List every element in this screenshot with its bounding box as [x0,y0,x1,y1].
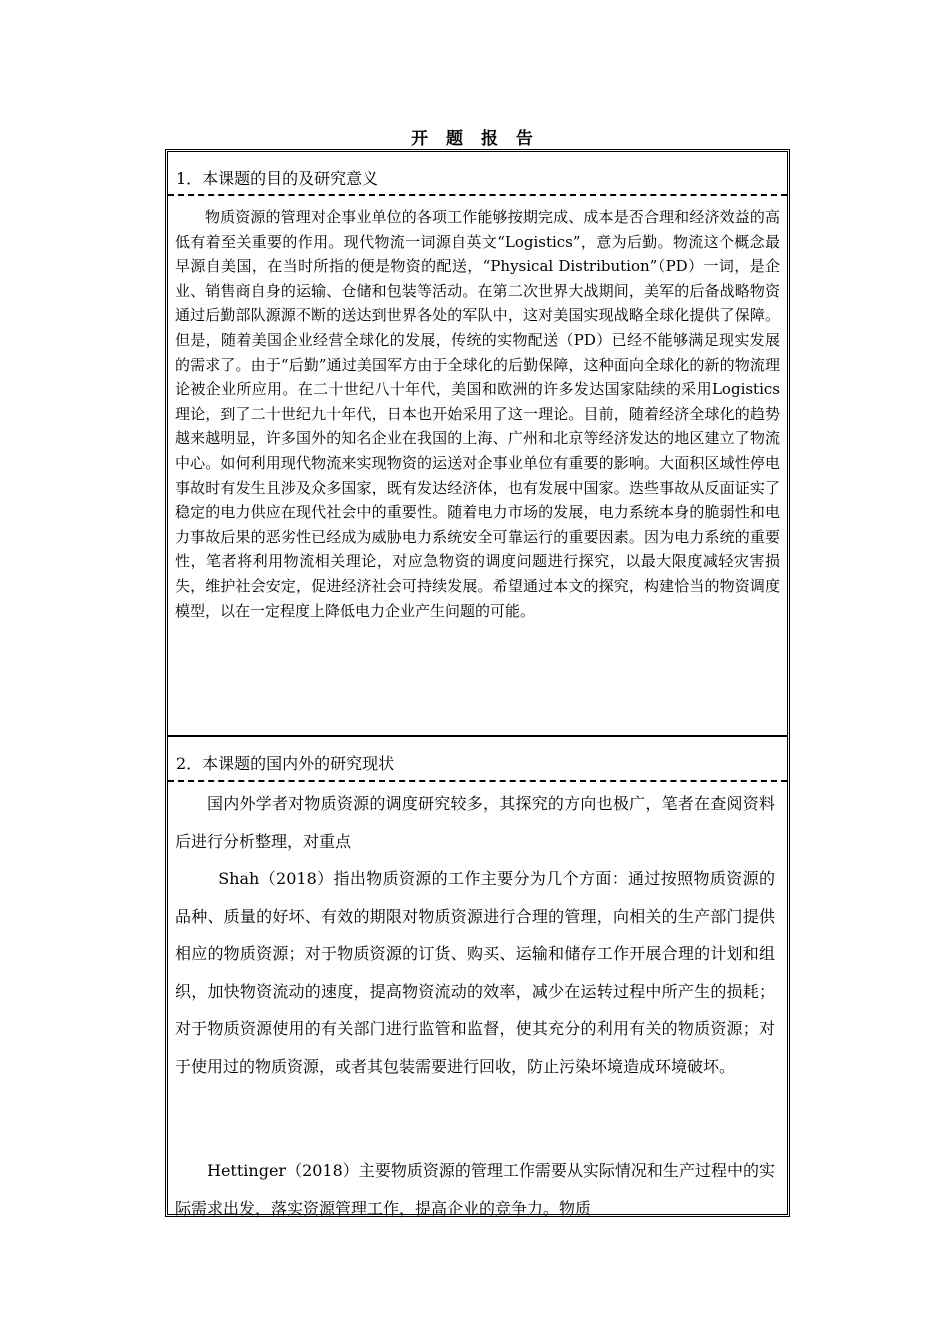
section-2-paragraph: 国内外学者对物质资源的调度研究较多，其探究的方向也极广，笔者在查阅资料后进行分析整理，对重点 [175,794,775,851]
section-1-heading: 1．本课题的目的及研究意义 [176,169,379,188]
section-separator [168,735,787,737]
report-table [165,149,790,1217]
page-title: 开 题 报 告 [411,129,539,149]
section-2-divider [168,780,787,782]
section-1-divider [168,194,787,196]
section-2-paragraph: Shah（2018）指出物质资源的工作主要分为几个方面：通过按照物质资源的品种、质量的好坏、有效的期限对物质资源进行合理的管理，向相关的生产部门提供相应的物质资源；对于物质资源的订货、购买、运输和储存工作开展合理的计划和组织，加快物资流动的速度，提高物资流动的效率，减少在运转过程中所产生的损耗；对于物质资源使用的有关部门进行监管和监督，使其充分的利用有关的物质资源；对于使用过的物质资源，或者其包装需要进行回收，防止污染坏境造成环境破坏。 [175,869,775,1076]
section-2-paragraph: Hettinger（2018）主要物质资源的管理工作需要从实际情况和生产过程中的实际需求出发，落实资源管理工作，提高企业的竞争力。物质 [175,1161,775,1218]
section-2-heading: 2．本课题的国内外的研究现状 [176,754,395,773]
section-1-body: 物质资源的管理对企事业单位的各项工作能够按期完成、成本是否合理和经济效益的高低有着至关重要的作用。现代物流一词源自英文“Logistics”，意为后勤。物流这个概念最早源自美国，在当时所指的便是物资的配送，“Physical Distribution”（PD）一词，是企业、销售商自身的运输、仓储和包装等活动。在第二次世界大战期间，美军的后备战略物资通过后勤部队源源不断的送达到世界各处的军队中，这对美国实现战略全球化提供了保障。但是，随着美国企业经营全球化的发展，传统的实物配送（PD）已经不能够满足现实发展的需求了。由于“后勤”通过美国军方由于全球化的后勤保障，这种面向全球化的新的物流理论被企业所应用。在二十世纪八十年代，美国和欧洲的许多发达国家陆续的采用Logistics理论，到了二十世纪九十年代，日本也开始采用了这一理论。目前，随着经济全球化的趋势越来越明显，许多国外的知名企业在我国的上海、广州和北京等经济发达的地区建立了物流中心。如何利用现代物流来实现物资的运送对企事业单位有重要的影响。大面积区域性停电事故时有发生且涉及众多国家，既有发达经济体，也有发展中国家。迭些事故从反面证实了稳定的电力供应在现代社会中的重要性。随着电力市场的发展，电力系统本身的脆弱性和电力事故后果的恶劣性已经成为威胁电力系统安全可靠运行的重要因素。因为电力系统的重要性，笔者将利用物流相关理论，对应急物资的调度问题进行探究，以最大限度减轻灾害损失，维护社会安定，促进经济社会可持续发展。希望通过本文的探究，构建恰当的物资调度模型，以在一定程度上降低电力企业产生问题的可能。 [175,208,780,620]
